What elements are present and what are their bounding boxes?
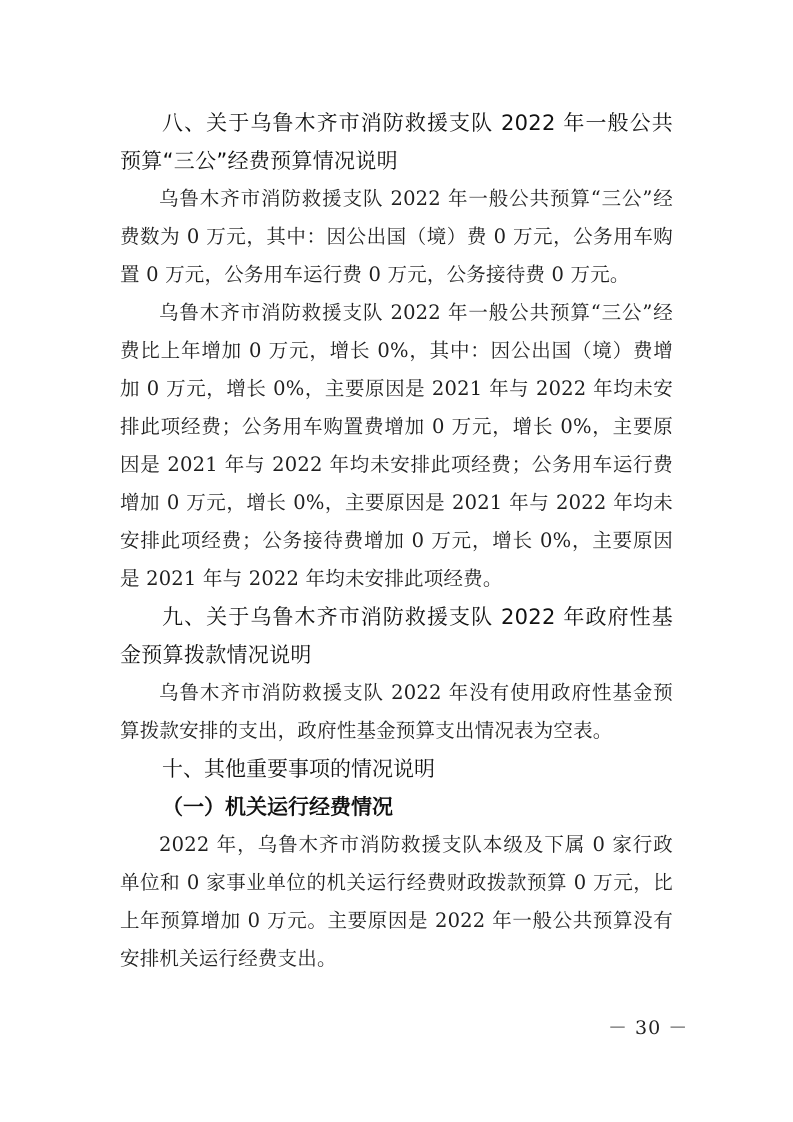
section-10-paragraph-1: 2022 年，乌鲁木齐市消防救援支队本级及下属 0 家行政单位和 0 家事业单位的机关运行经费财政拨款预算 0 万元，比上年预算增加 0 万元。主要原因是 2022 年一般公共预算没有安排机关运行经费支出。 bbox=[120, 833, 673, 970]
section-9-heading: 九、关于乌鲁木齐市消防救援支队 2022 年政府性基金预算拨款情况说明 bbox=[120, 605, 673, 667]
section-8-paragraph-2: 乌鲁木齐市消防救援支队 2022 年一般公共预算“三公”经费比上年增加 0 万元，增长 0%，其中：因公出国（境）费增加 0 万元，增长 0%，主要原因是 2021 年与 2022 年均未安排此项经费；公务用车购置费增加 0 万元，增长 0%，主要原因是 2021 年与 2022 年均未安排此项经费；公务用车运行费增加 0 万元，增长 0%，主要原因是 2021 年与 2022 年均未安排此项经费；公务接待费增加 0 万元，增长 0%，主要原因是 2021 年与 2022 年均未安排此项经费。 bbox=[120, 301, 674, 590]
section-10-subheading-1: （一）机关运行经费情况 bbox=[162, 795, 393, 819]
section-8-paragraph-1: 乌鲁木齐市消防救援支队 2022 年一般公共预算“三公”经费数为 0 万元，其中：因公出国（境）费 0 万元，公务用车购置 0 万元，公务用车运行费 0 万元，公务接待费 0 万元。 bbox=[120, 187, 673, 286]
section-9-paragraph-1: 乌鲁木齐市消防救援支队 2022 年没有使用政府性基金预算拨款安排的支出，政府性基金预算支出情况表为空表。 bbox=[120, 681, 673, 742]
document-page bbox=[120, 104, 673, 978]
section-8-heading: 八、关于乌鲁木齐市消防救援支队 2022 年一般公共预算“三公”经费预算情况说明 bbox=[120, 111, 673, 173]
section-10-heading: 十、其他重要事项的情况说明 bbox=[162, 757, 435, 781]
page-number: － 30 － bbox=[608, 1017, 689, 1039]
